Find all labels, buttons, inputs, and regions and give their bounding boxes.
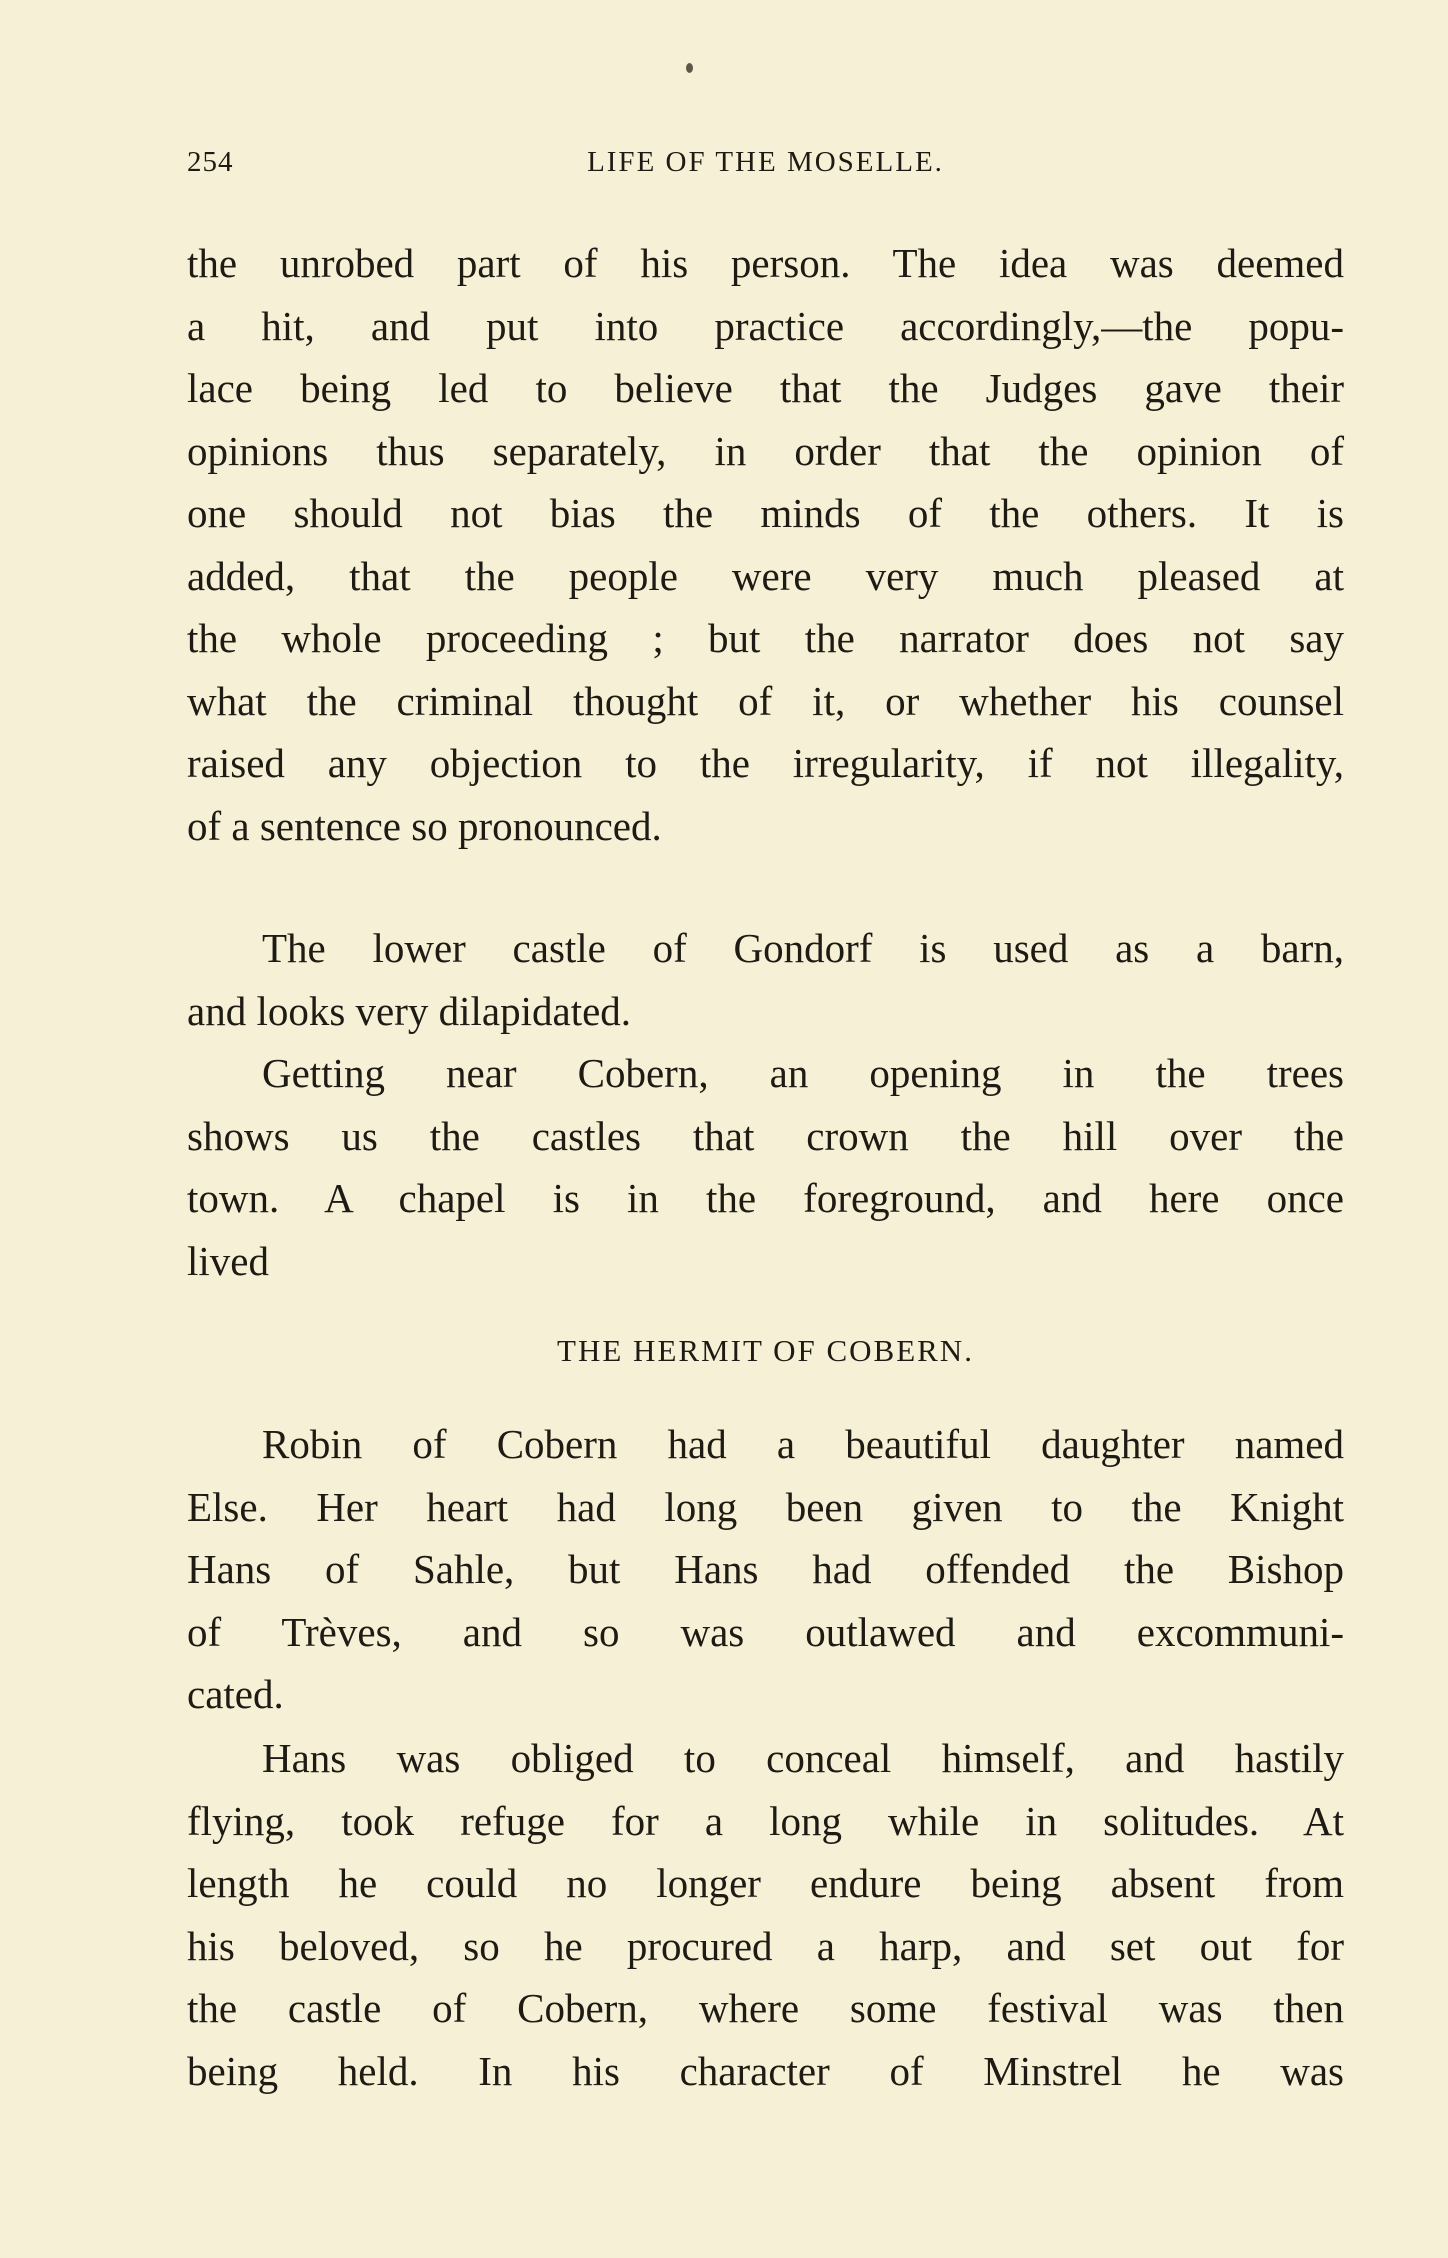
text-line: shows us the castles that crown the hill over the xyxy=(187,1112,1344,1159)
text-line: the whole proceeding ; but the narrator does not say xyxy=(187,615,1344,661)
page-number: 254 xyxy=(187,146,234,178)
text-line: town. A chapel is in the foreground, and here once xyxy=(187,1175,1344,1221)
text-line: Hans was obliged to conceal himself, and hastily xyxy=(262,1735,1344,1781)
text-line: of Trèves, and so was outlawed and excommuni- xyxy=(187,1608,1344,1655)
text-line: flying, took refuge for a long while in solitudes. At xyxy=(187,1797,1344,1844)
text-line: what the criminal thought of it, or whether his counsel xyxy=(187,677,1344,724)
text-line: added, that the people were very much pleased at xyxy=(187,552,1344,599)
text-line: and looks very dilapidated. xyxy=(187,987,632,1034)
text-line: lace being led to believe that the Judges gave their xyxy=(187,365,1344,411)
text-line: the unrobed part of his person. The idea was deemed xyxy=(187,240,1344,286)
paragraph-continued xyxy=(187,232,1344,857)
text-line: Robin of Cobern had a beautiful daughter named xyxy=(262,1421,1344,1467)
text-line: being held. In his character of Minstrel he was xyxy=(187,2047,1344,2094)
text-line: of a sentence so pronounced. xyxy=(187,802,662,849)
text-line: Getting near Cobern, an opening in the trees xyxy=(262,1050,1344,1096)
text-line: length he could no longer endure being absent from xyxy=(187,1860,1344,1906)
text-line: the castle of Cobern, where some festival was then xyxy=(187,1985,1344,2031)
text-line: cated. xyxy=(187,1671,284,1717)
text-line: a hit, and put into practice accordingly,—the popu- xyxy=(187,302,1344,349)
page-header xyxy=(187,146,1344,186)
text-line: raised any objection to the irregularity, if not illegality, xyxy=(187,740,1344,786)
text-line: one should not bias the minds of the others. It is xyxy=(187,490,1344,536)
paragraph-gondorf xyxy=(187,917,1344,1042)
ink-mark xyxy=(686,63,693,73)
text-line: The lower castle of Gondorf is used as a barn, xyxy=(262,925,1344,971)
section-title: THE HERMIT OF COBERN. xyxy=(557,1333,974,1368)
text-line: lived xyxy=(187,1237,269,1284)
paragraph-hans xyxy=(187,1727,1344,2102)
running-head: LIFE OF THE MOSELLE. xyxy=(587,146,944,178)
paragraph-robin xyxy=(187,1413,1344,1726)
text-line: his beloved, so he procured a harp, and set out for xyxy=(187,1922,1344,1969)
paragraph-cobern xyxy=(187,1042,1344,1292)
text-line: Else. Her heart had long been given to the Knight xyxy=(187,1483,1344,1530)
text-line: Hans of Sahle, but Hans had offended the Bishop xyxy=(187,1546,1344,1592)
text-line: opinions thus separately, in order that the opinion of xyxy=(187,427,1344,474)
